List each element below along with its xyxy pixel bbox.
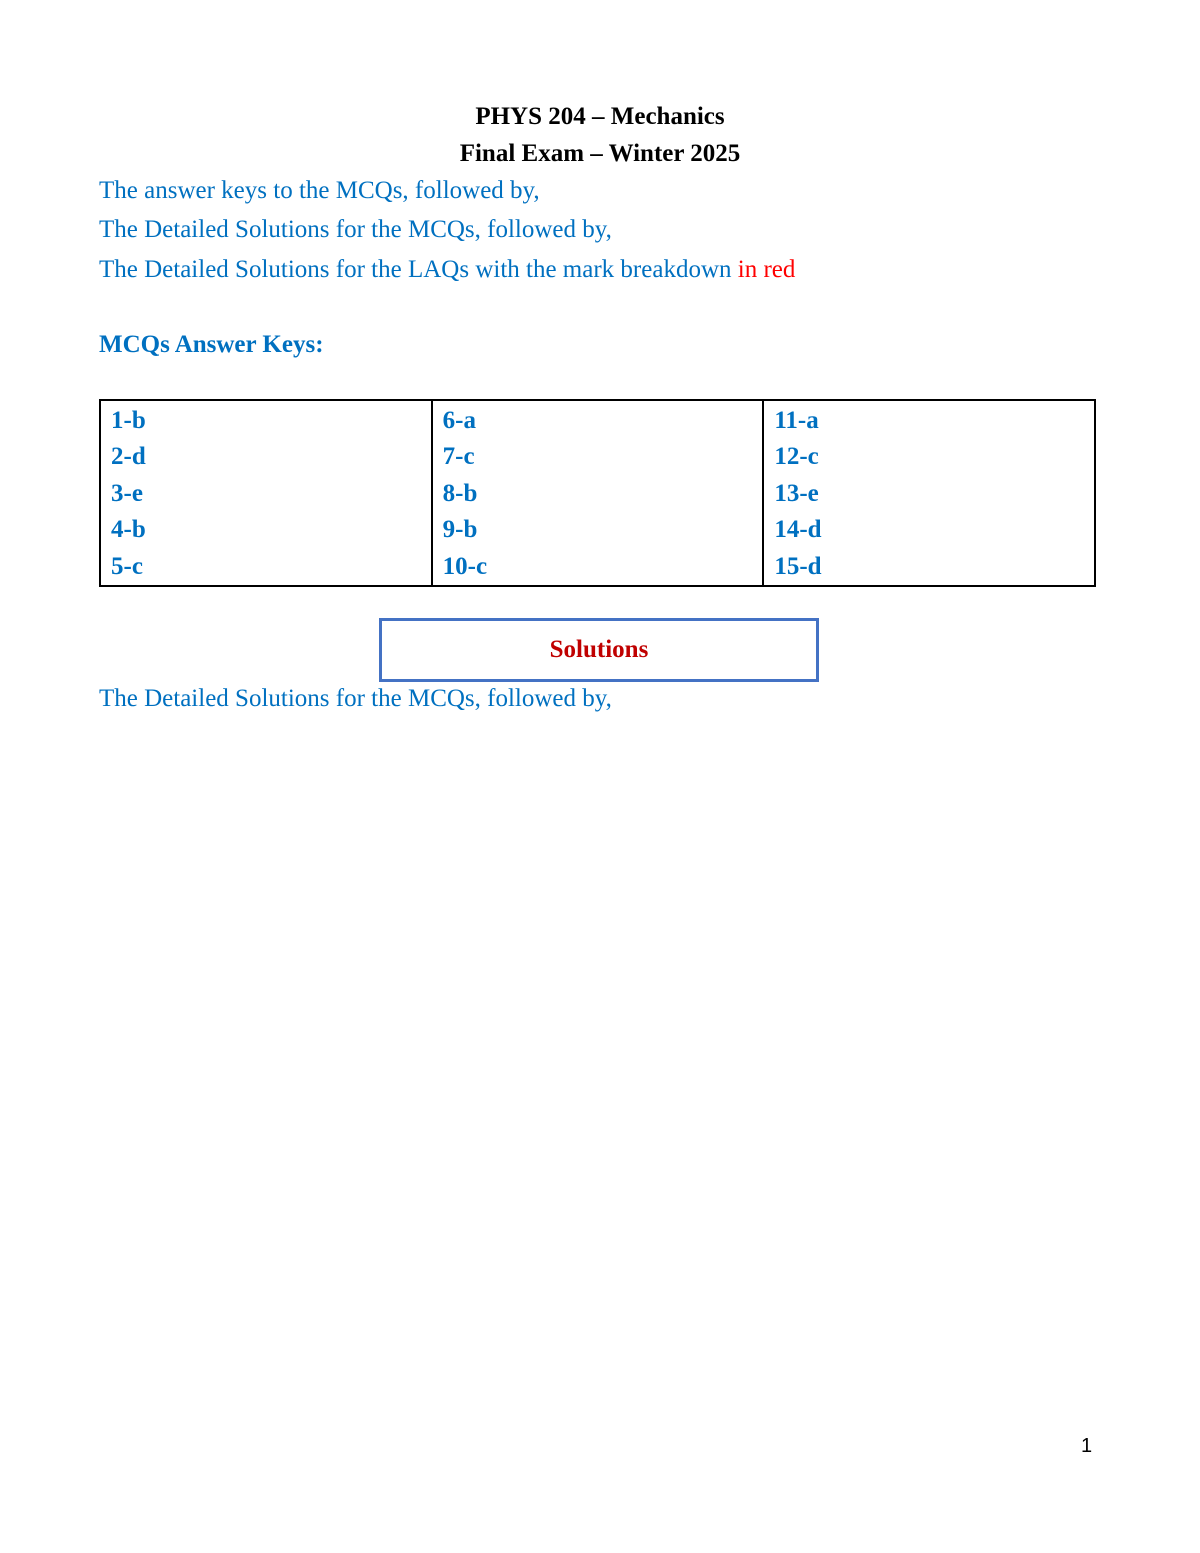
intro-line-3-red-text: in red	[737, 256, 796, 283]
answer-keys-table	[99, 399, 1096, 587]
answer-key-5: 5-c	[111, 552, 143, 580]
answer-key-9: 9-b	[442, 516, 478, 544]
intro-line-3	[99, 255, 795, 285]
answer-column-2	[432, 400, 764, 586]
answer-key-6: 6-a	[442, 407, 476, 434]
course-title: PHYS 204 – Mechanics	[475, 103, 725, 130]
answer-key-2: 2-d	[111, 443, 146, 471]
answer-key-12: 12-c	[774, 443, 819, 471]
intro-line-1: The answer keys to the MCQs, followed by,	[99, 177, 540, 204]
answer-column-3	[763, 400, 1095, 586]
answer-column-1	[100, 400, 432, 586]
answer-key-13: 13-e	[774, 479, 819, 507]
solutions-box: Solutions	[379, 618, 819, 682]
answer-key-10: 10-c	[442, 552, 488, 580]
answer-key-4: 4-b	[111, 516, 146, 544]
answer-key-14: 14-d	[774, 516, 822, 544]
after-box-line: The Detailed Solutions for the MCQs, followed by,	[99, 685, 612, 712]
answer-key-7: 7-c	[442, 443, 475, 471]
answer-keys-heading: MCQs Answer Keys:	[99, 331, 324, 358]
answer-key-11: 11-a	[774, 407, 819, 434]
intro-line-2: The Detailed Solutions for the MCQs, followed by,	[99, 216, 612, 243]
answer-key-1: 1-b	[111, 407, 146, 434]
answer-key-3: 3-e	[111, 479, 143, 507]
page-number: 1	[1081, 1435, 1093, 1457]
table-row	[100, 400, 1095, 586]
intro-line-3-text: The Detailed Solutions for the LAQs with the mark breakdown	[99, 256, 738, 283]
answer-key-8: 8-b	[442, 479, 478, 507]
exam-title: Final Exam – Winter 2025	[459, 140, 741, 167]
answer-key-15: 15-d	[774, 552, 822, 580]
